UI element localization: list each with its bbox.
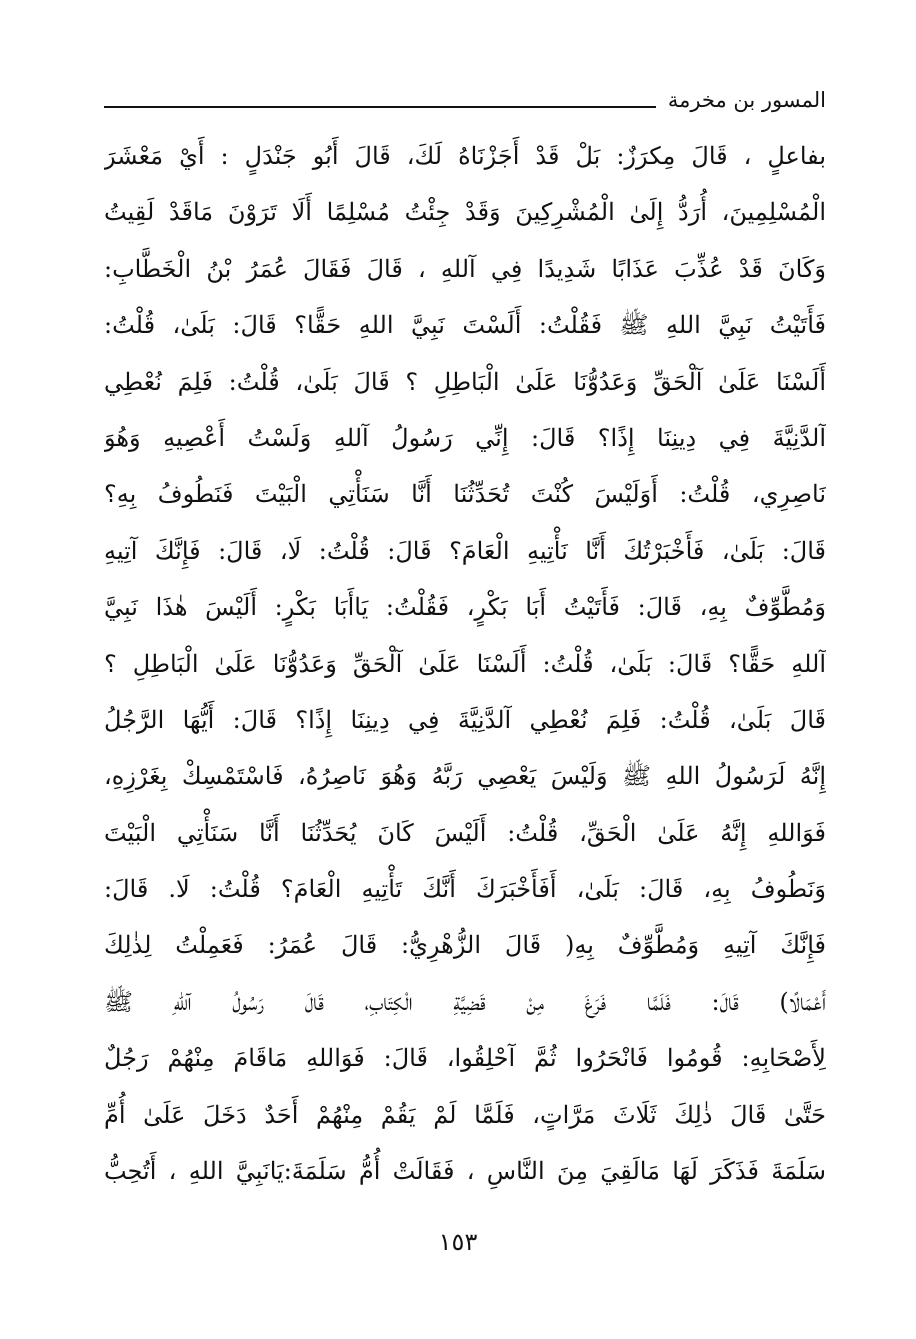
text-line: الْمُسْلِمِينَ، أُرَدُّ إِلَىٰ الْمُشْرِكِينَ وَقَدْ جِئْتُ مُسْلِمًا أَلَا تَرَوْنَ مَاقَدْ لَقِيتُ	[104, 198, 826, 227]
text-line: فَوَاللهِ إِنَّهُ عَلَىٰ الْحَقِّ، قُلْتُ: أَلَيْسَ كَانَ يُحَدِّثُنَا أَنَّا سَنَأْتِي الْبَيْتَ	[104, 818, 826, 847]
text-line: بفاعلٍ ، قَالَ مِكرَزٌ: بَلْ قَدْ أَجَزْنَاهُ لَكَ، قَالَ أَبُو جَنْدَلٍ : أَيْ مَعْشَرَ	[104, 142, 826, 170]
text-line: إِنَّهُ لَرَسُولُ اللهِ ﷺ وَلَيْسَ يَعْصِي رَبَّهُ وَهُوَ نَاصِرُهُ، فَاسْتَمْسِكْ بِغَرْزِهِ،	[104, 762, 826, 791]
text-line: آللهِ حَقًّا؟ قَالَ: بَلَىٰ، قُلْتُ: أَلَسْنَا عَلَىٰ آلْحَقِّ وَعَدُوُّنَا عَلَىٰ الْبَاطِلِ ؟	[104, 649, 826, 678]
text-line: فَأَتَيْتُ نَبِيَّ اللهِ ﷺ فَقُلْتُ: أَلَسْتَ نَبِيَّ اللهِ حَقًّا؟ قَالَ: بَلَىٰ، قُلْتُ:	[104, 311, 826, 340]
page-footer	[0, 1226, 916, 1258]
text-line: آلدَّنِيَّةَ فِي دِينِنَا إِذًا؟ قَالَ: إِنِّي رَسُولُ آللهِ وَلَسْتُ أَعْصِيهِ وَهُوَ	[104, 423, 826, 452]
text-line: سَلَمَةَ فَذَكَرَ لَهَا مَالَقِيَ مِنَ النَّاسِ ، فَقَالَتْ أُمُّ سَلَمَةَ:يَانَبِيَّ اللهِ ، أَتُحِبُّ	[104, 1157, 826, 1186]
text-line: وَنَطُوفُ بِهِ، قَالَ: بَلَىٰ، أَفَأَخْبَرَكَ أَنَّكَ تَأْتِيهِ الْعَامَ؟ قُلْتُ: لَا. قَالَ:	[104, 875, 826, 904]
header-rule	[104, 106, 656, 108]
text-line: حَتَّىٰ قَالَ ذٰلِكَ ثَلَاثَ مَرَّاتٍ، فَلَمَّا لَمْ يَقُمْ مِنْهُمْ أَحَدٌ دَخَلَ عَلَىٰ أُمِّ	[104, 1100, 826, 1129]
page-number: ١٥٣	[438, 1228, 478, 1256]
running-header	[104, 84, 826, 120]
header-title: المسور بن مخرمة	[667, 88, 826, 112]
text-line: وَمُطَّوِّفٌ بِهِ، قَالَ: فَأَتَيْتُ أَبَا بَكْرٍ، فَقُلْتُ: يَاأَبَا بَكْرٍ: أَلَيْسَ هٰذَا نَبِيَّ	[104, 593, 826, 622]
text-line: نَاصِرِي، قُلْتُ: أَوَلَيْسَ كُنْتَ تُحَدِّثُنَا أَنَّا سَنَأْتِي الْبَيْتَ فَنَطُوفُ بِهِ؟	[104, 480, 826, 509]
text-line: وَكَانَ قَدْ عُذِّبَ عَذَابًا شَدِيدًا فِي آللهِ ، قَالَ فَقَالَ عُمَرُ بْنُ الْخَطَّابِ:	[104, 254, 826, 283]
text-line: لِأَصْحَابِهِ: قُومُوا فَانْحَرُوا ثُمَّ آحْلِقُوا، قَالَ: فَوَاللهِ مَاقَامَ مِنْهُمْ رَجُلٌ	[104, 1044, 826, 1073]
text-line: أَلَسْنَا عَلَىٰ آلْحَقِّ وَعَدُوُّنَا عَلَىٰ الْبَاطِلِ ؟ قَالَ بَلَىٰ، قُلْتُ: فَلِمَ نُعْطِي	[104, 367, 826, 396]
text-line: فَإِنَّكَ آتِيهِ وَمُطَّوِّفٌ بِهِ( قَالَ الزُّهْرِيُّ: قَالَ عُمَرُ: فَعَمِلْتُ لِذٰلِكَ	[104, 931, 826, 960]
text-line: أَعْمَالًا) قَالَ: فَلَمَّا فَرَغَ مِنْ قَضِيَّةِ الْكِتَابِ، قَالَ رَسُولُ آللهِ ﷺ	[104, 987, 826, 1016]
text-line: قَالَ بَلَىٰ، قُلْتُ: فَلِمَ نُعْطِي آلدَّنِيَّةَ فِي دِينِنَا إِذًا؟ قَالَ: أَيُّهَا الرَّجُلُ	[104, 705, 826, 734]
text-line: قَالَ: بَلَىٰ، فَأَخْبَرْتُكَ أَنَّا نَأْتِيهِ الْعَامَ؟ قَالَ: قُلْتُ: لَا، قَالَ: فَإِنَّكَ آتِيهِ	[104, 536, 826, 565]
body-text	[104, 128, 826, 1199]
